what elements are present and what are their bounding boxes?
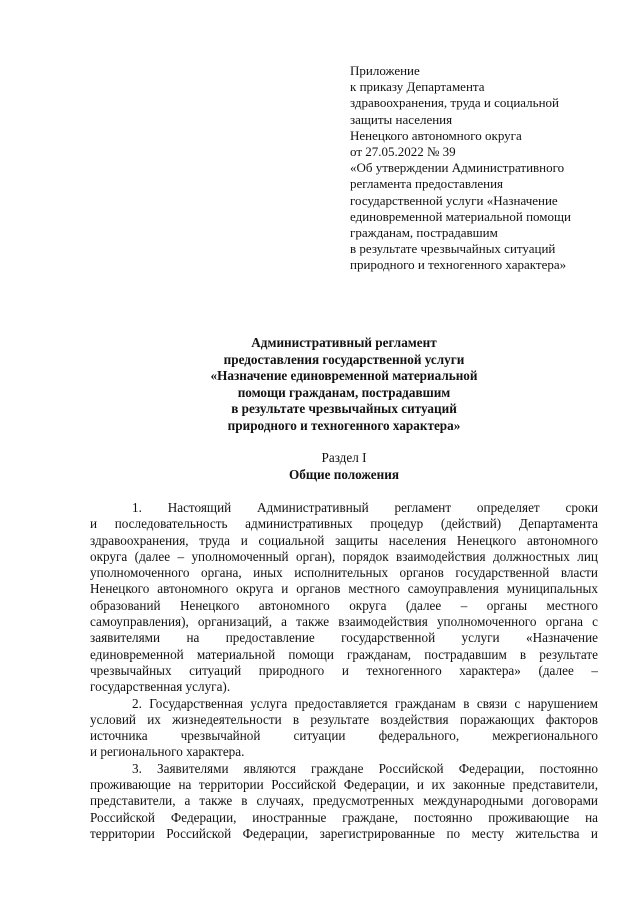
appendix-line: здравоохранения, труда и социальной [350,95,559,111]
text-line: Российской Федерации, иностранные граждане, постоянно проживающие на [90,809,598,825]
text-line: 2. Государственная услуга предоставляется гражданам в связи с нарушением [132,695,598,711]
document-title [90,335,598,435]
text-line: Ненецкого автономного округа и органов местного самоуправления муниципальных [90,581,598,597]
text-line: государственная услуга). [90,679,231,695]
title-line: «Назначение единовременной материальной [210,368,478,384]
text-line: территории Российской Федерации, зарегистрированные по месту жительства и [90,825,598,841]
appendix-line: «Об утверждении Административного [350,160,565,176]
text-line: образований Ненецкого автономного округа (далее – органы местного [90,597,598,613]
appendix-line: государственной услуги «Назначение [350,192,558,208]
body-text [90,500,598,842]
appendix-line: Ненецкого автономного округа [350,127,522,143]
appendix-line: Приложение [350,63,420,78]
title-line: в результате чрезвычайных ситуаций [231,401,457,417]
text-line: и последовательность административных процедур (действий) Департамента [90,516,598,532]
title-line: предоставления государственной услуги [223,351,465,367]
section-title: Общие положения [289,467,399,482]
section-heading [90,449,598,483]
text-line: 1. Настоящий Административный регламент определяет сроки [132,500,598,515]
text-line: здравоохранения, труда и социальной защиты населения Ненецкого автономного [90,532,598,548]
appendix-line: природного и техногенного характера» [350,257,567,273]
text-line: проживающие на территории Российской Федерации, и их законные представители, [90,777,598,793]
title-line: Административный регламент [251,335,437,350]
paragraph-2 [90,696,598,761]
text-line: 3. Заявителями являются граждане Российской Федерации, постоянно [132,760,598,776]
appendix-line: защиты населения [350,111,453,127]
text-line: самоуправления), организаций, а также взаимодействия уполномоченного органа с [90,614,598,630]
text-line: единовременной материальной помощи гражданам, пострадавшим в результате [90,646,598,662]
appendix-line: в результате чрезвычайных ситуаций [350,241,556,257]
appendix-line: от 27.05.2022 № 39 [350,144,456,160]
text-line: заявителями на предоставление государственной услуги «Назначение [90,630,598,646]
appendix-line: гражданам, пострадавшим [350,225,498,241]
text-line: уполномоченного органа, иных исполнительных органов государственной власти [90,565,598,581]
paragraph-3 [90,761,598,842]
appendix-header [350,63,610,274]
paragraph-1 [90,500,598,696]
text-line: чрезвычайных ситуаций природного и техногенного характера» (далее – [90,662,598,678]
appendix-line: единовременной материальной помощи [350,208,571,224]
text-line: и регионального характера. [90,744,245,760]
text-line: округа (далее – уполномоченный орган), порядок взаимодействия должностных лиц [90,548,598,564]
text-line: представители, а также в случаях, предусмотренных международными договорами [90,793,598,809]
text-line: условий их жизнедеятельности в результате воздействия поражающих факторов [90,711,598,727]
title-line: помощи гражданам, пострадавшим [237,384,451,400]
title-line: природного и техногенного характера» [227,417,461,433]
appendix-line: к приказу Департамента [350,79,485,95]
section-number: Раздел I [321,450,367,465]
appendix-line: регламента предоставления [350,176,504,192]
text-line: источника чрезвычайной ситуации федерального, межрегионального [90,728,598,744]
